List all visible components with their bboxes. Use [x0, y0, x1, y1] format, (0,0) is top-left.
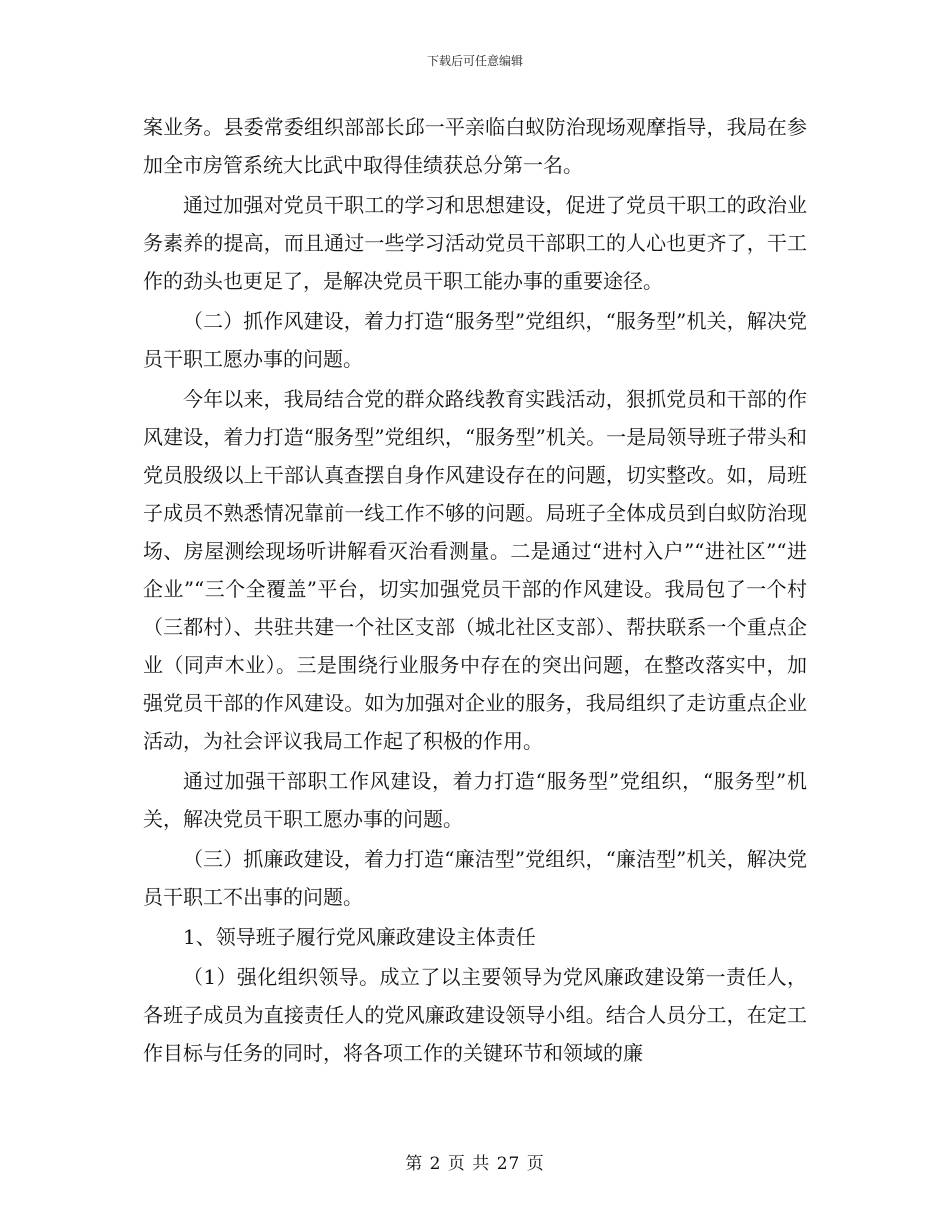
section-heading: （二）抓作风建设，着力打造“服务型”党组织，“服务型”机关，解决党员干职工愿办事的问题。 — [143, 309, 807, 371]
subsection-heading: 1、领导班子履行党风廉政建设主体责任 — [183, 925, 536, 949]
paragraph: 今年以来，我局结合党的群众路线教育实践活动，狠抓党员和干部的作风建设，着力打造“服务型”党组织，“服务型”机关。一是局领导班子带头和党员股级以上干部认真查摆自身作风建设存在的问题，切实整改。如，局班子成员不熟悉情况靠前一线工作不够的问题。局班子全体成员到白蚁防治现场、房屋测绘现场听讲解看灭治看测量。二是通过“进村入户”“进社区”“进企业”“三个全覆盖”平台，切实加强党员干部的作风建设。我局包了一个村（三都村）、共驻共建一个社区支部（城北社区支部）、帮扶联系一个重点企业（同声木业）。三是围绕行业服务中存在的突出问题，在整改落实中，加强党员干部的作风建设。如为加强对企业的服务，我局组织了走访重点企业活动，为社会评议我局工作起了积极的作用。 — [143, 387, 807, 753]
paragraph: 通过加强干部职工作风建设，着力打造“服务型”党组织，“服务型”机关，解决党员干职工愿办事的问题。 — [143, 769, 807, 831]
paragraph: 通过加强对党员干职工的学习和思想建设，促进了党员干职工的政治业务素养的提高，而且通过一些学习活动党员干部职工的人心也更齐了，干工作的劲头也更足了，是解决党员干职工能办事的重要途径。 — [143, 193, 807, 293]
section-heading: （三）抓廉政建设，着力打造“廉洁型”党组织，“廉洁型”机关，解决党员干职工不出事的问题。 — [143, 847, 807, 909]
paragraph: 案业务。县委常委组织部部长邱一平亲临白蚁防治现场观摩指导，我局在参加全市房管系统大比武中取得佳绩获总分第一名。 — [143, 115, 807, 177]
page-header: 下载后可任意编辑 — [426, 54, 523, 68]
paragraph: （1）强化组织领导。成立了以主要领导为党风廉政建设第一责任人，各班子成员为直接责任人的党风廉政建设领导小组。结合人员分工，在定工作目标与任务的同时，将各项工作的关键环节和领域的廉 — [143, 965, 807, 1065]
document-body — [143, 108, 807, 1074]
page-number-footer: 第 2 页 共 27 页 — [405, 1154, 545, 1174]
